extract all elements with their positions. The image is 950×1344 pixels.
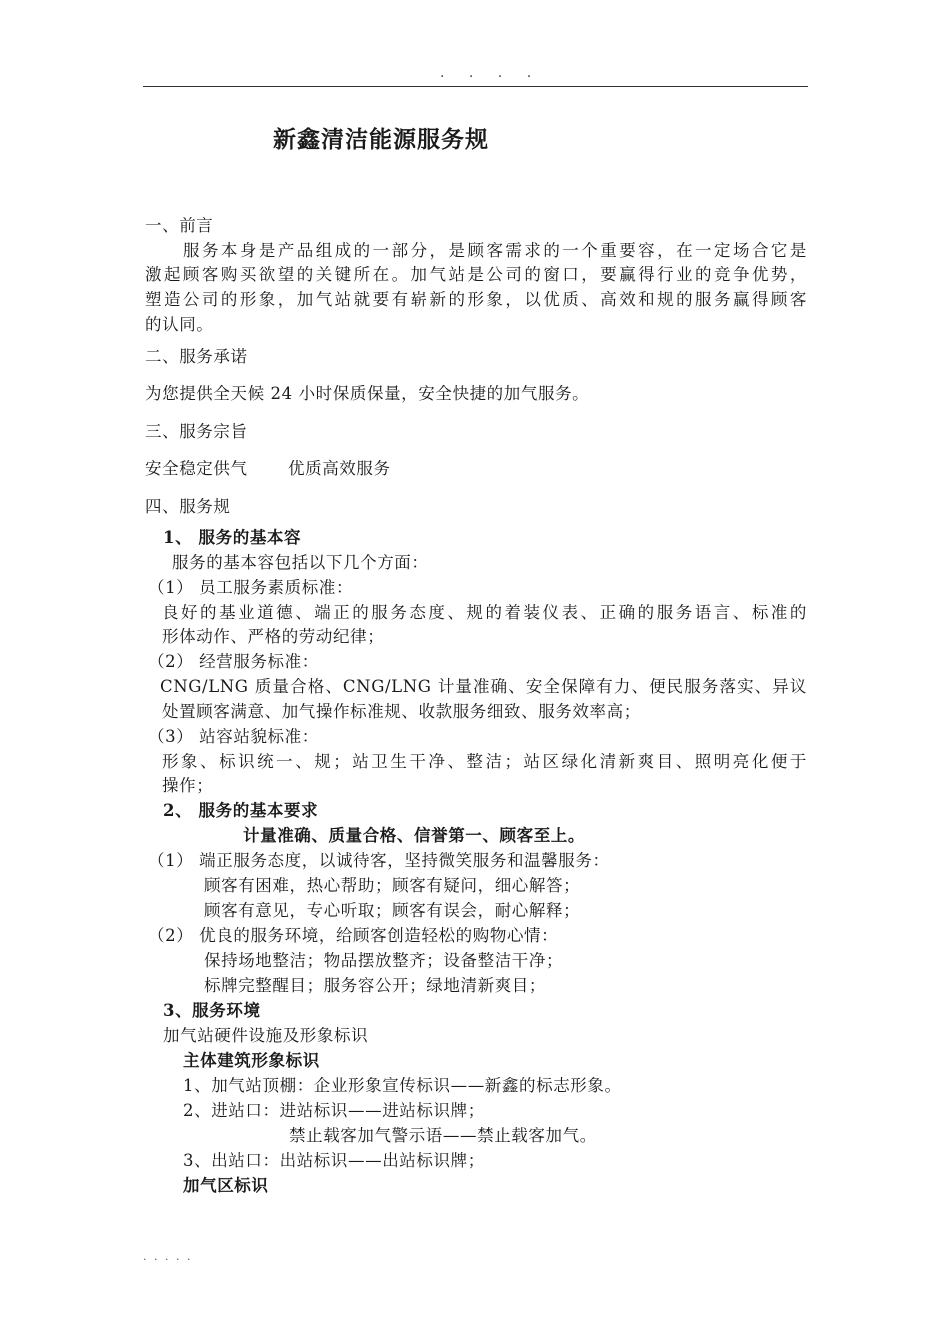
signage-item-3: 3、出站口：出站标识——出站标识牌； bbox=[183, 1151, 485, 1170]
requirement-1-line-1: 顾客有困难，热心帮助；顾客有疑问，细心解答； bbox=[204, 876, 581, 895]
subheading-service-environment: 3、服务环境 bbox=[163, 1001, 261, 1020]
header-dots: . . . . bbox=[440, 65, 542, 81]
section-heading-norms: 四、服务规 bbox=[145, 497, 231, 516]
item-2-label: （2） 经营服务标准： bbox=[148, 652, 319, 671]
item-2-line-2: 处置顾客满意、加气操作标准规、收款服务细致、服务效率高； bbox=[162, 702, 641, 721]
preface-line-4: 的认同。 bbox=[145, 315, 214, 334]
item-1-line-1: 良好的基业道德、端正的服务态度、规的着装仪表、正确的服务语言、标准的 bbox=[162, 603, 807, 622]
item-3-line-2: 操作； bbox=[162, 776, 214, 795]
preface-line-1: 服务本身是产品组成的一部分，是顾客需求的一个重要容，在一定场合它是 bbox=[183, 241, 807, 260]
requirement-2-label: （2） 优良的服务环境，给顾客创造轻松的购物心情： bbox=[148, 926, 559, 945]
requirements-slogan: 计量准确、质量合格、信誉第一、顾客至上。 bbox=[243, 826, 585, 845]
requirement-2-line-1: 保持场地整洁；物品摆放整齐；设备整洁干净； bbox=[204, 951, 564, 970]
purpose-text-a: 安全稳定供气 bbox=[145, 459, 248, 478]
item-2-line-1: CNG/LNG 质量合格、CNG/LNG 计量准确、安全保障有力、便民服务落实、异议 bbox=[160, 677, 807, 696]
document-title: 新鑫清洁能源服务规 bbox=[273, 126, 489, 153]
requirement-1-label: （1） 端正服务态度，以诚待客，坚持微笑服务和温馨服务： bbox=[148, 851, 610, 870]
section-heading-preface: 一、前言 bbox=[145, 216, 214, 235]
preface-line-3: 塑造公司的形象，加气站就要有崭新的形象，以优质、高效和规的服务赢得顾客 bbox=[145, 290, 807, 309]
preface-line-2: 激起顾客购买欲望的关键所在。加气站是公司的窗口，要赢得行业的竞争优势， bbox=[145, 265, 807, 284]
basic-content-intro: 服务的基本容包括以下几个方面： bbox=[172, 553, 429, 572]
subheading-fueling-area-signage: 加气区标识 bbox=[183, 1176, 269, 1195]
section-heading-purpose: 三、服务宗旨 bbox=[145, 422, 248, 441]
footer-dots: . . . . . bbox=[143, 1250, 193, 1263]
signage-item-2-continued: 禁止载客加气警示语——禁止载客加气。 bbox=[289, 1126, 597, 1145]
item-3-label: （3） 站容站貌标准： bbox=[148, 727, 319, 746]
signage-item-1: 1、加气站顶棚：企业形象宣传标识——新鑫的标志形象。 bbox=[183, 1076, 622, 1095]
subheading-basic-requirements: 2、 服务的基本要求 bbox=[163, 801, 319, 820]
section-heading-commitment: 二、服务承诺 bbox=[145, 347, 248, 366]
item-1-line-2: 形体动作、严格的劳动纪律； bbox=[162, 627, 385, 646]
item-3-line-1: 形象、标识统一、规；站卫生干净、整洁；站区绿化清新爽目、照明亮化便于 bbox=[162, 752, 807, 771]
service-environment-intro: 加气站硬件设施及形象标识 bbox=[163, 1026, 369, 1045]
item-1-label: （1） 员工服务素质标准： bbox=[148, 578, 354, 597]
signage-item-2: 2、进站口：进站标识——进站标识牌； bbox=[183, 1101, 485, 1120]
header-rule bbox=[143, 86, 808, 87]
subheading-main-building-signage: 主体建筑形象标识 bbox=[183, 1051, 320, 1070]
purpose-text-b: 优质高效服务 bbox=[288, 459, 391, 478]
requirement-2-line-2: 标牌完整醒目；服务容公开；绿地清新爽目； bbox=[204, 976, 546, 995]
commitment-text: 为您提供全天候 24 小时保质保量，安全快捷的加气服务。 bbox=[145, 384, 590, 403]
requirement-1-line-2: 顾客有意见，专心听取；顾客有误会，耐心解释； bbox=[204, 901, 581, 920]
subheading-basic-content: 1、 服务的基本容 bbox=[163, 528, 302, 547]
